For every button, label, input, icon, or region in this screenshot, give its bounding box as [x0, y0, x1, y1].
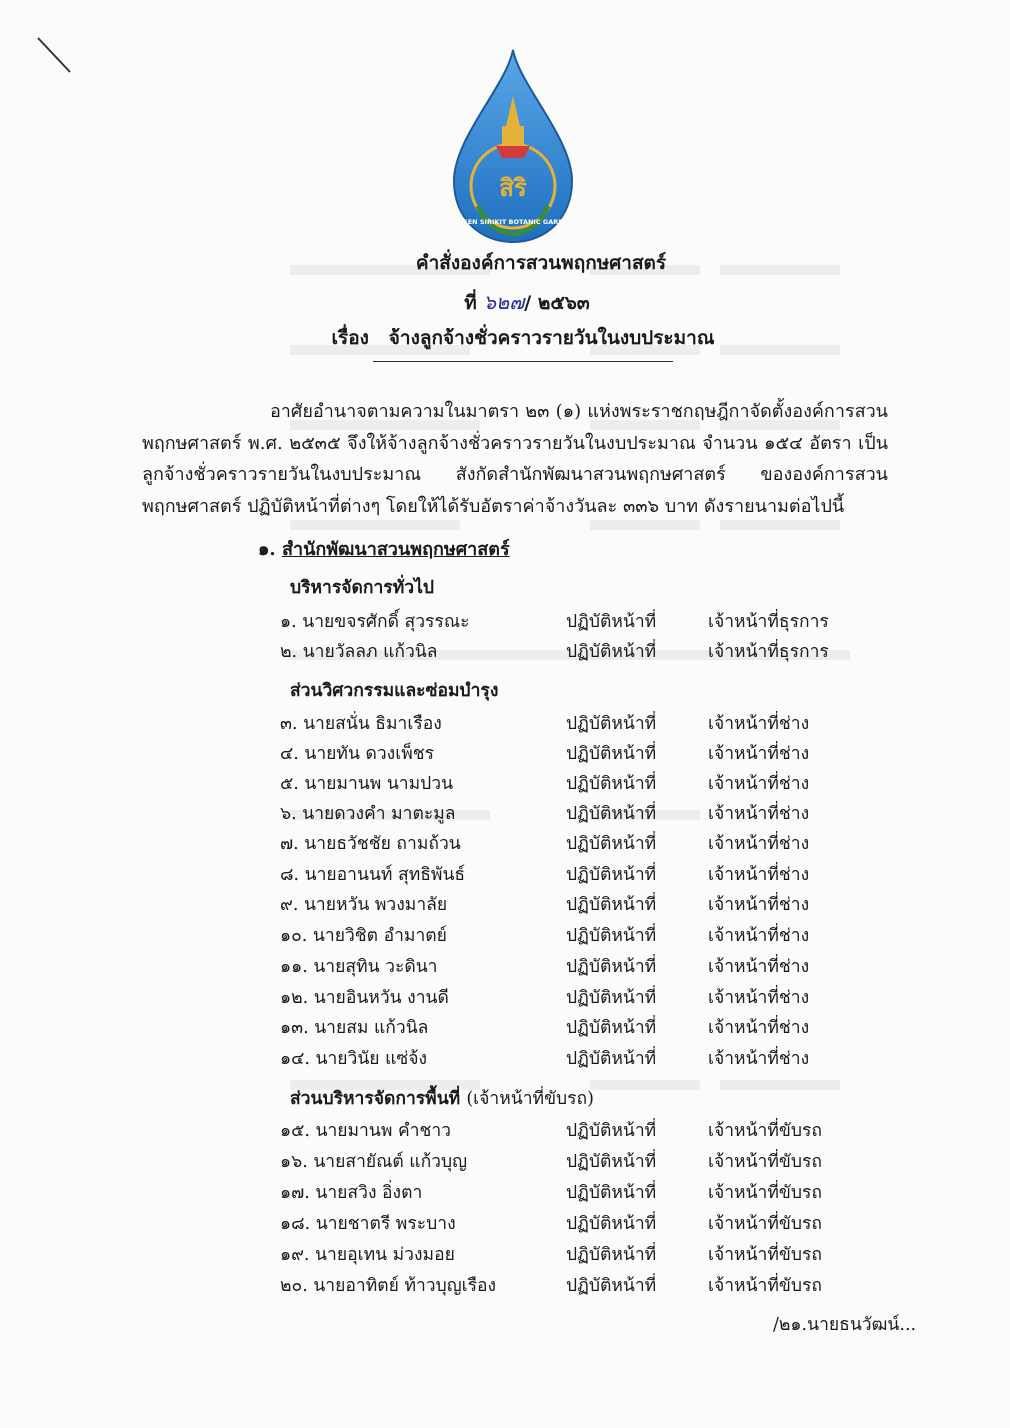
table-row [0, 607, 1010, 633]
employee-name: ๘. นายอานนท์ สุทธิพันธ์ [280, 865, 466, 885]
employee-position: ปฏิบัติหน้าที่ [566, 1183, 657, 1203]
employee-name: ๑๖. นายสายัณต์ แก้วบุญ [280, 1152, 468, 1172]
employee-role: เจ้าหน้าที่ช่าง [708, 926, 810, 946]
employee-role: เจ้าหน้าที่ขับรถ [708, 1276, 822, 1296]
section-heading [258, 534, 510, 563]
table-row [0, 1209, 1010, 1235]
table-row [0, 637, 1010, 663]
order-subject [18, 323, 1010, 362]
table-row [0, 1044, 1010, 1070]
employee-position: ปฏิบัติหน้าที่ [566, 1049, 657, 1069]
employee-position: ปฏิบัติหน้าที่ [566, 1121, 657, 1141]
employee-name: ๑๕. นายมานพ คำชาว [280, 1121, 452, 1141]
pen-mark-icon [30, 28, 80, 78]
employee-role: เจ้าหน้าที่ช่าง [708, 988, 810, 1008]
table-row [0, 769, 1010, 795]
employee-role: เจ้าหน้าที่ช่าง [708, 865, 810, 885]
employee-position: ปฏิบัติหน้าที่ [566, 1214, 657, 1234]
table-row [0, 1013, 1010, 1039]
page-continuation: /๒๑.นายธนวัฒน์... [773, 1315, 917, 1335]
employee-name: ๔. นายทัน ดวงเพ็ชร [280, 744, 435, 764]
employee-role: เจ้าหน้าที่ขับรถ [708, 1183, 822, 1203]
table-row [0, 739, 1010, 765]
employee-role: เจ้าหน้าที่ช่าง [708, 1049, 810, 1069]
employee-position: ปฏิบัติหน้าที่ [566, 1152, 657, 1172]
employee-position: ปฏิบัติหน้าที่ [566, 804, 657, 824]
employee-name: ๓. นายสนั่น ธิมาเรือง [280, 714, 442, 734]
employee-position: ปฏิบัติหน้าที่ [566, 774, 657, 794]
logo-text: QUEEN SIRIKIT BOTANIC GARDEN [452, 218, 574, 226]
section-title: สำนักพัฒนาสวนพฤกษศาสตร์ [281, 539, 510, 560]
table-row [0, 952, 1010, 978]
employee-role: เจ้าหน้าที่ช่าง [708, 774, 810, 794]
table-row [0, 1147, 1010, 1173]
employee-name: ๙. นายหวัน พวงมาลัย [280, 895, 448, 915]
employee-position: ปฏิบัติหน้าที่ [566, 642, 657, 662]
order-paragraph [142, 396, 888, 522]
order-number [22, 286, 1010, 318]
order-title [36, 248, 1010, 278]
employee-position: ปฏิบัติหน้าที่ [566, 612, 657, 632]
employee-role: เจ้าหน้าที่ขับรถ [708, 1121, 822, 1141]
employee-name: ๑๓. นายสม แก้วนิล [280, 1018, 429, 1038]
employee-name: ๑๐. นายวิชิต อำมาตย์ [280, 926, 447, 946]
employee-position: ปฏิบัติหน้าที่ [566, 834, 657, 854]
group-title: ส่วนวิศวกรรมและซ่อมบำรุง [290, 681, 499, 701]
employee-position: ปฏิบัติหน้าที่ [566, 1245, 657, 1265]
order-number-handwritten: ๖๒๗ [483, 290, 525, 314]
employee-position: ปฏิบัติหน้าที่ [566, 988, 657, 1008]
employee-role: เจ้าหน้าที่ธุรการ [708, 642, 829, 662]
employee-name: ๗. นายธวัชชัย ถามถ้วน [280, 834, 461, 854]
employee-name: ๑๘. นายชาตรี พระบาง [280, 1214, 456, 1234]
table-row [0, 1271, 1010, 1297]
logo-monogram: สิริ [499, 173, 527, 202]
group-heading [290, 676, 498, 704]
employee-name: ๑. นายขจรศักดิ์ สุวรรณะ [280, 612, 470, 632]
employee-position: ปฏิบัติหน้าที่ [566, 744, 657, 764]
table-row [0, 921, 1010, 947]
group-title: ส่วนบริหารจัดการพื้นที่ [290, 1089, 461, 1109]
group-heading [290, 1084, 594, 1112]
table-row [0, 1178, 1010, 1204]
employee-name: ๑๗. นายสวิง อิ่งตา [280, 1183, 423, 1203]
employee-position: ปฏิบัติหน้าที่ [566, 865, 657, 885]
employee-name: ๒๐. นายอาทิตย์ ท้าวบุญเรือง [280, 1276, 497, 1296]
employee-role: เจ้าหน้าที่ขับรถ [708, 1245, 822, 1265]
employee-position: ปฏิบัติหน้าที่ [566, 957, 657, 977]
section-number: ๑. [258, 539, 276, 560]
queen-sirikit-botanic-garden-logo [448, 46, 578, 246]
employee-position: ปฏิบัติหน้าที่ [566, 1276, 657, 1296]
employee-role: เจ้าหน้าที่ธุรการ [708, 612, 829, 632]
employee-role: เจ้าหน้าที่ช่าง [708, 834, 810, 854]
table-row [0, 983, 1010, 1009]
table-row [0, 890, 1010, 916]
employee-name: ๑๔. นายวินัย แซ่จ้ง [280, 1049, 428, 1069]
employee-position: ปฏิบัติหน้าที่ [566, 714, 657, 734]
table-row [0, 829, 1010, 855]
employee-role: เจ้าหน้าที่ช่าง [708, 744, 810, 764]
employee-name: ๖. นายดวงคำ มาตะมูล [280, 804, 456, 824]
group-note: (เจ้าหน้าที่ขับรถ) [466, 1089, 594, 1109]
table-row [0, 799, 1010, 825]
subject-underline [373, 361, 673, 362]
employee-role: เจ้าหน้าที่ช่าง [708, 1018, 810, 1038]
employee-position: ปฏิบัติหน้าที่ [566, 926, 657, 946]
order-title-text: คำสั่งองค์การสวนพฤกษศาสตร์ [415, 252, 667, 274]
employee-role: เจ้าหน้าที่ช่าง [708, 804, 810, 824]
employee-name: ๕. นายมานพ นามปวน [280, 774, 454, 794]
employee-role: เจ้าหน้าที่ขับรถ [708, 1152, 822, 1172]
subject-text: จ้างลูกจ้างชั่วคราวรายวันในงบประมาณ [388, 327, 715, 349]
employee-role: เจ้าหน้าที่ช่าง [708, 957, 810, 977]
employee-name: ๑๙. นายอุเทน ม่วงมอย [280, 1245, 455, 1265]
employee-position: ปฏิบัติหน้าที่ [566, 895, 657, 915]
group-heading [290, 573, 434, 601]
employee-role: เจ้าหน้าที่ช่าง [708, 895, 810, 915]
subject-label: เรื่อง [331, 327, 369, 349]
table-row [0, 1240, 1010, 1266]
employee-name: ๑๑. นายสุทิน วะดินา [280, 957, 438, 977]
employee-role: เจ้าหน้าที่ขับรถ [708, 1214, 822, 1234]
order-number-year: / ๒๕๖๓ [524, 292, 590, 314]
order-paragraph-text: อาศัยอำนาจตามความในมาตรา ๒๓ (๑) แห่งพระราชกฤษฎีกาจัดตั้งองค์การสวนพฤกษศาสตร์ พ.ศ. ๒๕๓๕ จึงให้จ้างลูกจ้างชั่วคราวรายวันในงบประมาณ จำนวน ๑๕๔ อัตรา เป็นลูกจ้างชั่วคราวรายวันในงบประมาณ สังกัดสำนักพัฒนาสวนพฤกษศาสตร์ ขององค์การสวนพฤกษศาสตร์ ปฏิบัติหน้าที่ต่างๆ โดยให้ได้รับอัตราค่าจ้างวันละ ๓๓๖ บาท ดังรายนามต่อไปนี้ [142, 401, 888, 517]
table-row [0, 1116, 1010, 1142]
employee-name: ๒. นายวัลลภ แก้วนิล [280, 642, 438, 662]
order-number-prefix: ที่ [464, 292, 477, 314]
employee-role: เจ้าหน้าที่ช่าง [708, 714, 810, 734]
employee-name: ๑๒. นายอินหวัน งานดี [280, 988, 449, 1008]
group-title: บริหารจัดการทั่วไป [290, 578, 434, 598]
table-row [0, 860, 1010, 886]
employee-position: ปฏิบัติหน้าที่ [566, 1018, 657, 1038]
table-row [0, 709, 1010, 735]
